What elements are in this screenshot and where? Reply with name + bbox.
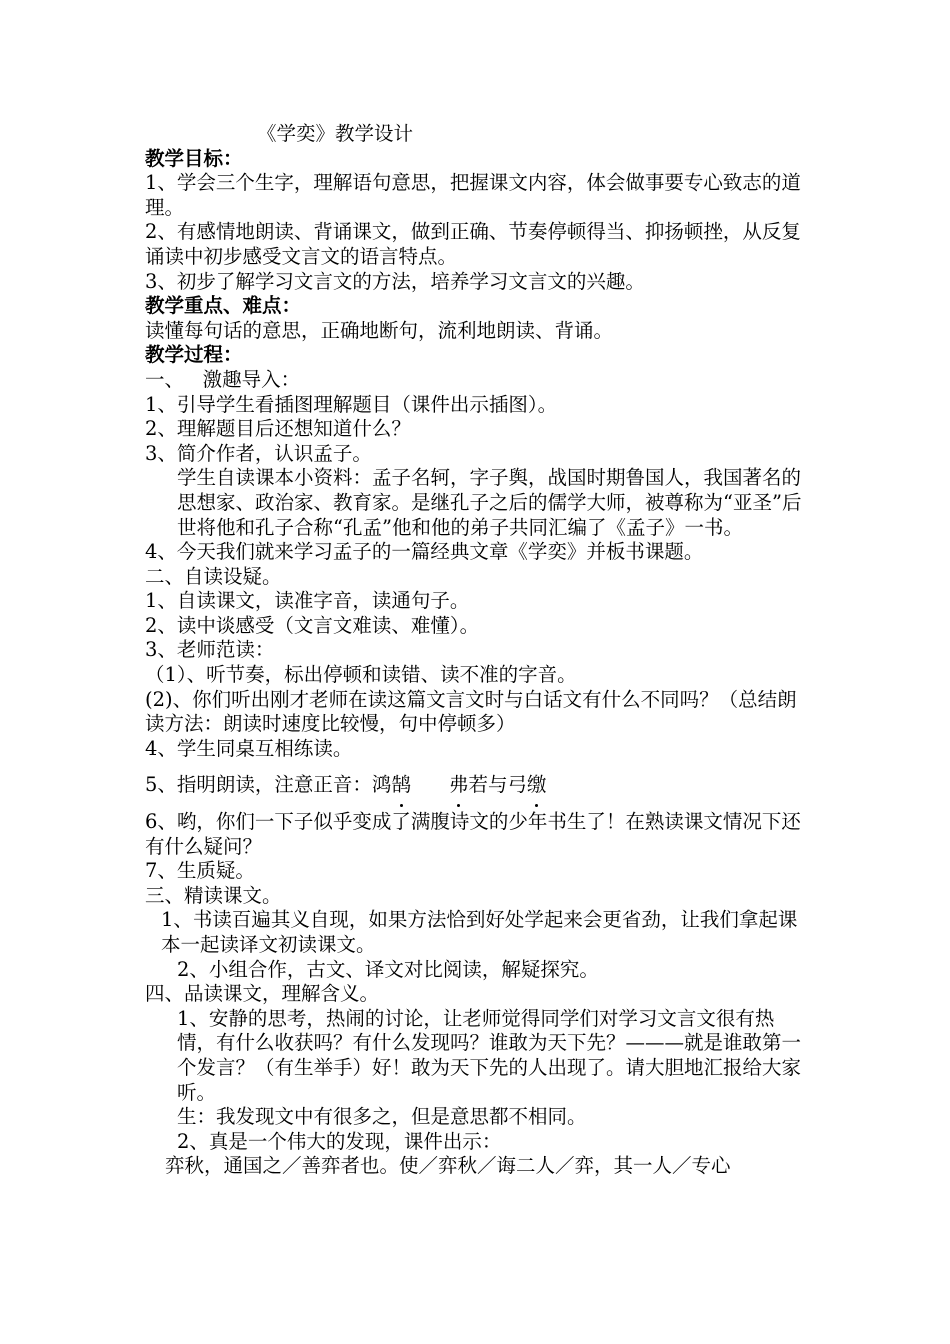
section-2-item-1: 1、自读课文，读准字音，读通句子。 <box>145 589 470 613</box>
student-answer: 生：我发现文中有很多之，但是意思都不相同。 <box>177 1105 587 1129</box>
section-3-item-2: 2、小组合作，古文、译文对比阅读，解疑探究。 <box>177 957 599 981</box>
section-1-item-2: 2、理解题目后还想知道什么？ <box>145 417 411 441</box>
section-4-heading: 四、品读课文，理解含义。 <box>145 982 380 1006</box>
objectives-heading: 教学目标： <box>145 146 243 170</box>
section-2-item-2: 2、读中谈感受（文言文难读、难懂）。 <box>145 613 480 637</box>
section-3-item-1: 1、书读百遍其义自现，如果方法恰到好处学起来会更省劲，让我们拿起课本一起读译文初读课文。 <box>161 908 798 956</box>
key-points-heading: 教学重点、难点： <box>145 294 302 318</box>
section-2-item-3a: （1）、听节奏，标出停顿和读错、读不准的字音。 <box>145 663 577 687</box>
section-1-item-1: 1、引导学生看插图理解题目（课件出示插图）。 <box>145 392 558 416</box>
word-ruoyugong: 若与弓 <box>468 773 527 797</box>
section-1-heading: 一、 激趣导入： <box>145 367 301 391</box>
key-points-text: 读懂每句话的意思，正确地断句，流利地朗读、背诵。 <box>145 318 614 342</box>
section-2-item-6: 6、哟，你们一下子似乎变成了满腹诗文的少年书生了！在熟读课文情况下还有什么疑问？ <box>145 810 801 858</box>
word-zhuo: 缴 <box>526 773 547 797</box>
word-honghu-b: 鹄 <box>391 773 411 797</box>
section-2-item-3: 3、老师范读： <box>145 638 275 662</box>
word-honghu-a: 鸿 <box>371 773 392 797</box>
section-1-item-4: 4、今天我们就来学习孟子的一篇经典文章《学奕》并板书课题。 <box>145 540 704 564</box>
author-info-paragraph: 学生自读课本小资料：孟子名轲，字子舆，战国时期鲁国人，我国著名的思想家、政治家、教育家。是继孔子之后的儒学大师，被尊称为“亚圣”后世将他和孔子合称“孔孟”他和他的弟子共同汇编了《孟子》一书。 <box>177 466 802 539</box>
section-2-item-7: 7、生质疑。 <box>145 859 255 883</box>
section-4-item-1: 1、安静的思考，热闹的讨论，让老师觉得同学们对学习文言文很有热情，有什么收获吗？有什么发现吗？谁敢为天下先？———就是谁敢第一个发言？（有生举手）好！敢为天下先的人出现了。请大胆地汇报给大家听。 <box>177 1006 802 1104</box>
section-2-item-5 <box>145 773 810 798</box>
classical-text-excerpt: 弈秋，通国之／善弈者也。使／弈秋／诲二人／弈，其一人／专心 <box>165 1154 731 1178</box>
section-4-item-2: 2、真是一个伟大的发现，课件出示： <box>177 1129 502 1153</box>
objective-1: 1、学会三个生字，理解语句意思，把握课文内容，体会做事要专心致志的道理。 <box>145 171 801 219</box>
section-3-heading: 三、精读课文。 <box>145 883 282 907</box>
document-title: 《学奕》教学设计 <box>257 122 414 145</box>
pronunciation-prefix: 5、指明朗读，注意正音： <box>145 773 372 797</box>
objective-3: 3、初步了解学习文言文的方法，培养学习文言文的兴趣。 <box>145 269 645 293</box>
word-fu: 弗 <box>448 773 469 797</box>
section-2-heading: 二、自读设疑。 <box>145 564 282 588</box>
process-heading: 教学过程： <box>145 343 243 367</box>
section-2-item-4: 4、学生同桌互相练读。 <box>145 736 353 760</box>
document-body <box>145 122 810 1179</box>
objective-2: 2、有感情地朗读、背诵课文，做到正确、节奏停顿得当、抑扬顿挫，从反复诵读中初步感受文言文的语言特点。 <box>145 220 801 268</box>
section-2-item-3b: (2)、你们听出刚才老师在读这篇文言文时与白话文有什么不同吗？（总结朗读方法：朗读时速度比较慢，句中停顿多） <box>145 687 797 736</box>
section-1-item-3: 3、简介作者，认识孟子。 <box>145 441 372 465</box>
